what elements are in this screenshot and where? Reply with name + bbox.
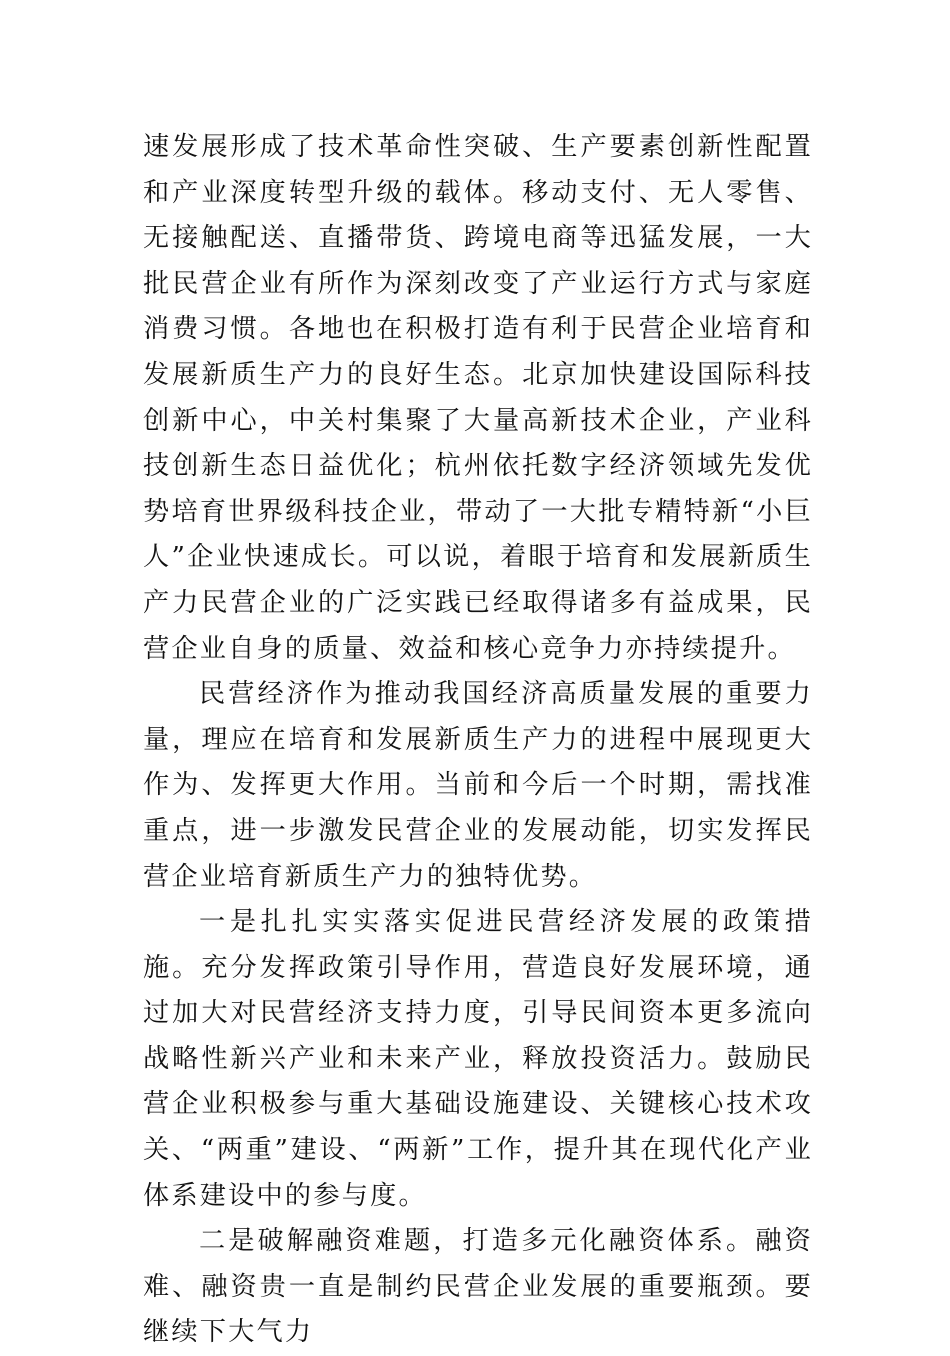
paragraph-3: 一是扎扎实实落实促进民营经济发展的政策措施。充分发挥政策引导作用，营造良好发展环境，通过加大对民营经济支持力度，引导民间资本更多流向战略性新兴产业和未来产业，释放投资活力。鼓励民营企业积极参与重大基础设施建设、关键核心技术攻关、“两重”建设、“两新”工作，提升其在现代化产业体系建设中的参与度。: [143, 907, 813, 1211]
paragraph-4: 二是破解融资难题，打造多元化融资体系。融资难、融资贵一直是制约民营企业发展的重要瓶颈。要继续下大气力: [143, 1226, 813, 1348]
paragraph-2: 民营经济作为推动我国经济高质量发展的重要力量，理应在培育和发展新质生产力的进程中展现更大作为、发挥更大作用。当前和今后一个时期，需找准重点，进一步激发民营企业的发展动能，切实发挥民营企业培育新质生产力的独特优势。: [143, 679, 813, 892]
document-page: [143, 125, 813, 1356]
paragraph-1: 速发展形成了技术革命性突破、生产要素创新性配置和产业深度转型升级的载体。移动支付、无人零售、无接触配送、直播带货、跨境电商等迅猛发展，一大批民营企业有所作为深刻改变了产业运行方式与家庭消费习惯。各地也在积极打造有利于民营企业培育和发展新质生产力的良好生态。北京加快建设国际科技创新中心，中关村集聚了大量高新技术企业，产业科技创新生态日益优化；杭州依托数字经济领域先发优势培育世界级科技企业，带动了一大批专精特新“小巨人”企业快速成长。可以说，着眼于培育和发展新质生产力民营企业的广泛实践已经取得诸多有益成果，民营企业自身的质量、效益和核心竞争力亦持续提升。: [143, 132, 813, 664]
